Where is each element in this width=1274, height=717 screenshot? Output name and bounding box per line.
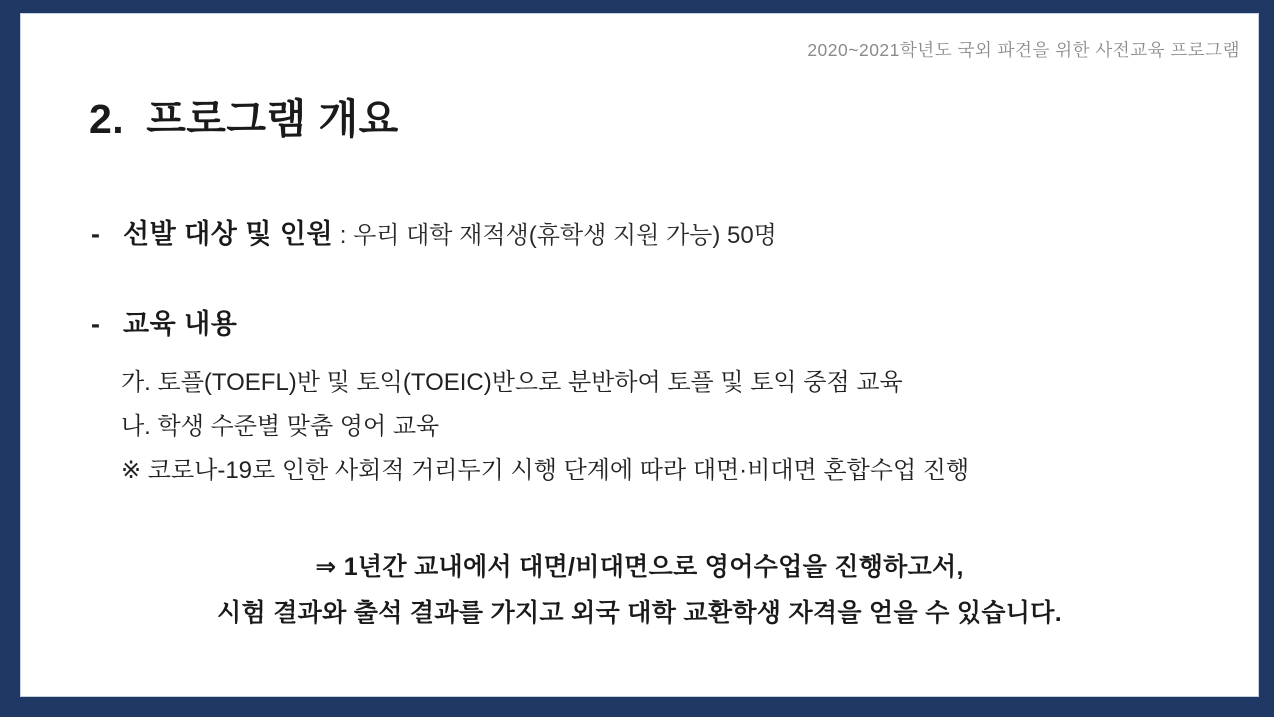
bullet-selection-description: : 우리 대학 재적생(휴학생 지원 가능) 50명 (333, 222, 777, 249)
bullet-education-label: 교육 내용 (123, 309, 238, 339)
header-note: 2020~2021학년도 국외 파견을 위한 사전교육 프로그램 (807, 40, 1240, 60)
education-detail-list (121, 361, 969, 493)
education-detail-item-na: 나. 학생 수준별 맞춤 영어 교육 (121, 413, 440, 440)
conclusion-line-1: ⇒ 1년간 교내에서 대면/비대면으로 영어수업을 진행하고서, (315, 553, 964, 581)
bullet-selection-label: 선발 대상 및 인원 (123, 219, 334, 249)
bullet-education-content (91, 302, 237, 341)
bullet-dash-icon: - (91, 309, 100, 339)
education-detail-item-ga: 가. 토플(TOEFL)반 및 토익(TOEIC)반으로 분반하여 토플 및 토익 중점 교육 (121, 369, 903, 396)
conclusion-block (21, 544, 1258, 636)
slide-content-area (20, 13, 1259, 697)
page-title-number: 2. (89, 96, 125, 142)
page-title (89, 86, 399, 145)
education-detail-item-note: ※ 코로나-19로 인한 사회적 거리두기 시행 단계에 따라 대면·비대면 혼합수업 진행 (121, 457, 970, 484)
page-title-text: 프로그램 개요 (146, 96, 399, 142)
bullet-dash-icon: - (91, 219, 100, 249)
bullet-selection-target (91, 212, 777, 251)
conclusion-line-2: 시험 결과와 출석 결과를 가지고 외국 대학 교환학생 자격을 얻을 수 있습니다. (217, 599, 1062, 627)
